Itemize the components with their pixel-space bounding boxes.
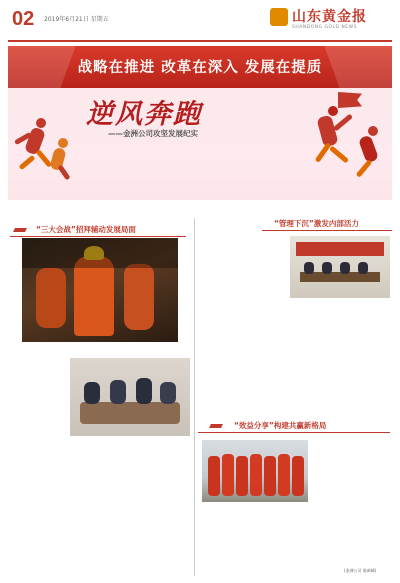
logo-icon [270,8,288,26]
page-header [0,0,400,44]
intro-line [68,182,330,188]
table-shape [80,402,180,424]
article-column [10,412,66,572]
photo-conference [290,236,390,298]
table-shape [300,272,380,282]
article-column [70,444,128,572]
article-column [312,436,390,506]
section-header-left [10,224,186,237]
conference-banner [296,242,384,256]
logo-subtitle: SHANDONG GOLD NEWS [292,25,357,30]
logo-title: 山东黄金报 [292,9,367,25]
section-header-right-bottom [198,420,390,433]
hero-intro [68,150,330,188]
section-title-right-bottom: “效益分享”构建共赢新格局 [228,420,332,432]
page-number: 02 [12,8,35,30]
section-header-right-top [262,218,392,231]
section-title-right-top: “管理下沉”激发内部活力 [268,218,365,230]
article-byline: (金洲公司 陈新峰) [344,568,377,573]
section-title-left: “三大会战”招拜辅动发展局面 [30,224,142,236]
banner-title: 战略在推进 改革在深入 发展在提质 [77,60,323,76]
worker-figure [124,264,154,330]
article-column [262,306,324,418]
header-rule [8,40,392,42]
slogan-banner [8,46,392,88]
worker-figure [74,256,114,336]
photo-workers-group [202,440,308,502]
newspaper-logo [270,6,390,36]
column-divider [194,218,195,576]
hero-title: 逆风奔跑 [86,99,202,130]
photo-mine-workers [22,238,178,342]
article-column [10,350,66,410]
article-column [328,306,390,418]
article-column [198,206,256,372]
article-column [198,510,260,576]
article-column [264,510,326,576]
worker-figure [36,268,66,328]
photo-meeting-left [70,358,190,436]
section-decoration [13,228,27,232]
article-column [198,374,256,418]
date-line: 2019年6月21日 星期五 [44,16,109,23]
article-column [330,510,390,566]
section-decoration [209,424,223,428]
hero-section [8,88,392,200]
article-column [132,444,190,572]
runner-illustration-right-2 [352,126,388,186]
hero-subtitle: ——金洲公司攻坚发展纪实 [108,129,198,138]
article-column [262,232,288,302]
